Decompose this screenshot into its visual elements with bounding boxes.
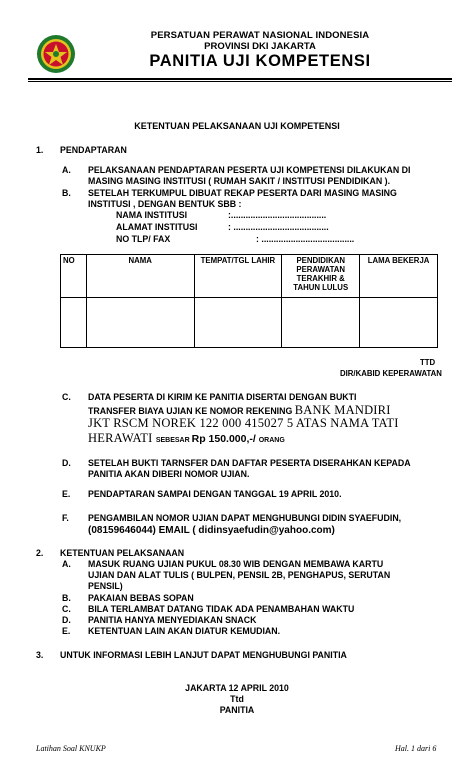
table-header-work-duration: LAMA BEKERJA: [360, 255, 438, 298]
section1-c-line3: JKT RSCM NOREK 122 000 415027 5 ATAS NAMA TATI: [88, 416, 399, 430]
table-cell: [86, 298, 194, 348]
header-divider-thin: [28, 81, 452, 82]
document-title: KETENTUAN PELAKSANAAN UJI KOMPETENSI: [134, 121, 340, 131]
section2-d-marker: D.: [62, 615, 71, 625]
header-divider: [28, 78, 452, 80]
signature-place-date: JAKARTA 12 APRIL 2010: [185, 683, 289, 693]
table-cell: [360, 298, 438, 348]
table-header-birth: TEMPAT/TGL LAHIR: [194, 255, 282, 298]
section2-a-line1: MASUK RUANG UJIAN PUKUL 08.30 WIB DENGAN MEMBAWA KARTU: [88, 559, 384, 569]
footer-page-number: Hal. 1 dari 6: [395, 744, 437, 753]
field-phone-fax-value: : ......................................: [256, 234, 355, 244]
section1-a-marker: A.: [62, 165, 71, 175]
section1-a-line1: PELAKSANAAN PENDAPTARAN PESERTA UJI KOMPETENSI DILAKUKAN DI: [88, 165, 411, 175]
table-cell: [194, 298, 282, 348]
table-header-no: NO: [61, 255, 87, 298]
section2-e-marker: E.: [62, 626, 71, 636]
section1-a-line2: MASING MASING INSTITUSI ( RUMAH SAKIT / INSTITUSI PENDIDIKAN ).: [88, 176, 391, 186]
section1-f-line1: PENGAMBILAN NOMOR UJIAN DAPAT MENGHUBUNGI DIDIN SYAEFUDIN,: [88, 513, 402, 523]
table-row: [61, 298, 438, 348]
c-line2-bank: BANK MANDIRI: [294, 403, 391, 417]
field-institution-address-value: : .......................................: [228, 222, 329, 232]
org-name-line1: PERSATUAN PERAWAT NASIONAL INDONESIA: [150, 30, 370, 41]
table-header-row: [61, 255, 438, 298]
section2-number: 2.: [36, 548, 44, 558]
section1-c-marker: C.: [62, 392, 71, 402]
section1-b-line1: SETELAH TERKUMPUL DIBUAT REKAP PESERTA DARI MASING MASING: [88, 188, 397, 198]
section2-d-line1: PANITIA HANYA MENYEDIAKAN SNACK: [88, 615, 257, 625]
c-line4-orang: ORANG: [258, 437, 285, 444]
signature-by: PANITIA: [219, 705, 255, 715]
section1-e-marker: E.: [62, 489, 71, 499]
section2-a-marker: A.: [62, 559, 71, 569]
c-line2-text: TRANSFER BIAYA UJIAN KE NOMOR REKENING: [88, 406, 295, 416]
c-line4-amount: Rp 150.000,-/: [191, 433, 259, 445]
section2-c-line1: BILA TERLAMBAT DATANG TIDAK ADA PENAMBAHAN WAKTU: [88, 604, 355, 614]
registration-table: [60, 254, 438, 348]
field-institution-name-value: :.......................................: [228, 210, 327, 220]
section1-e-line1: PENDAPTARAN SAMPAI DENGAN TANGGAL 19 APRIL 2010.: [88, 489, 342, 499]
section2-a-line2: UJIAN DAN ALAT TULIS ( BULPEN, PENSIL 2B, PENGHAPUS, SERUTAN: [88, 570, 391, 580]
field-institution-address-label: ALAMAT INSTITUSI: [116, 222, 198, 232]
section1-f-line2: (08159646044) EMAIL ( didinsyaefudin@yahoo.com): [88, 525, 335, 536]
section3-text: UNTUK INFORMASI LEBIH LANJUT DAPAT MENGHUBUNGI PANITIA: [60, 650, 347, 660]
org-name-line3: PANITIA UJI KOMPETENSI: [149, 52, 371, 70]
field-institution-name-label: NAMA INSTITUSI: [116, 210, 188, 220]
table-cell: [282, 298, 360, 348]
c-line4-sebesar: SEBESAR: [155, 437, 192, 444]
section1-c-line4: [88, 433, 285, 446]
footer-left: Latihan Soal KNUKP: [36, 744, 106, 753]
section1-heading: PENDAPTARAN: [60, 145, 127, 155]
section1-d-line2: PANITIA AKAN DIBERI NOMOR UJIAN.: [88, 469, 250, 479]
signature-ttd: Ttd: [230, 694, 244, 704]
section1-d-marker: D.: [62, 458, 71, 468]
section1-number: 1.: [36, 145, 44, 155]
table-header-education: PENDIDIKAN PERAWATAN TERAKHIR & TAHUN LULUS: [282, 255, 360, 298]
section3-number: 3.: [36, 650, 44, 660]
section1-b-marker: B.: [62, 188, 71, 198]
section1-d-line1: SETELAH BUKTI TARNSFER DAN DAFTAR PESERTA DISERAHKAN KEPADA: [88, 458, 411, 468]
section1-f-marker: F.: [62, 513, 69, 523]
org-name-line2: PROVINSI DKI JAKARTA: [204, 41, 316, 52]
table-header-name: NAMA: [86, 255, 194, 298]
section2-b-marker: B.: [62, 593, 71, 603]
ttd-role: DIR/KABID KEPERAWATAN: [340, 369, 442, 378]
section1-b-line2: INSTITUSI , DENGAN BENTUK SBB :: [88, 199, 242, 209]
section1-c-line1: DATA PESERTA DI KIRIM KE PANITIA DISERTAI DENGAN BUKTI: [88, 392, 357, 402]
section2-c-marker: C.: [62, 604, 71, 614]
table-cell: [61, 298, 87, 348]
section2-heading: KETENTUAN PELAKSANAAN: [60, 548, 185, 558]
c-line4-name: HERAWATI: [88, 431, 156, 445]
field-phone-fax-label: NO TLP/ FAX: [116, 234, 171, 244]
ttd-label: TTD: [420, 358, 436, 367]
section2-e-line1: KETENTUAN LAIN AKAN DIATUR KEMUDIAN.: [88, 626, 281, 636]
section2-b-line1: PAKAIAN BEBAS SOPAN: [88, 593, 194, 603]
section2-a-line3: PENSIL): [88, 581, 123, 591]
